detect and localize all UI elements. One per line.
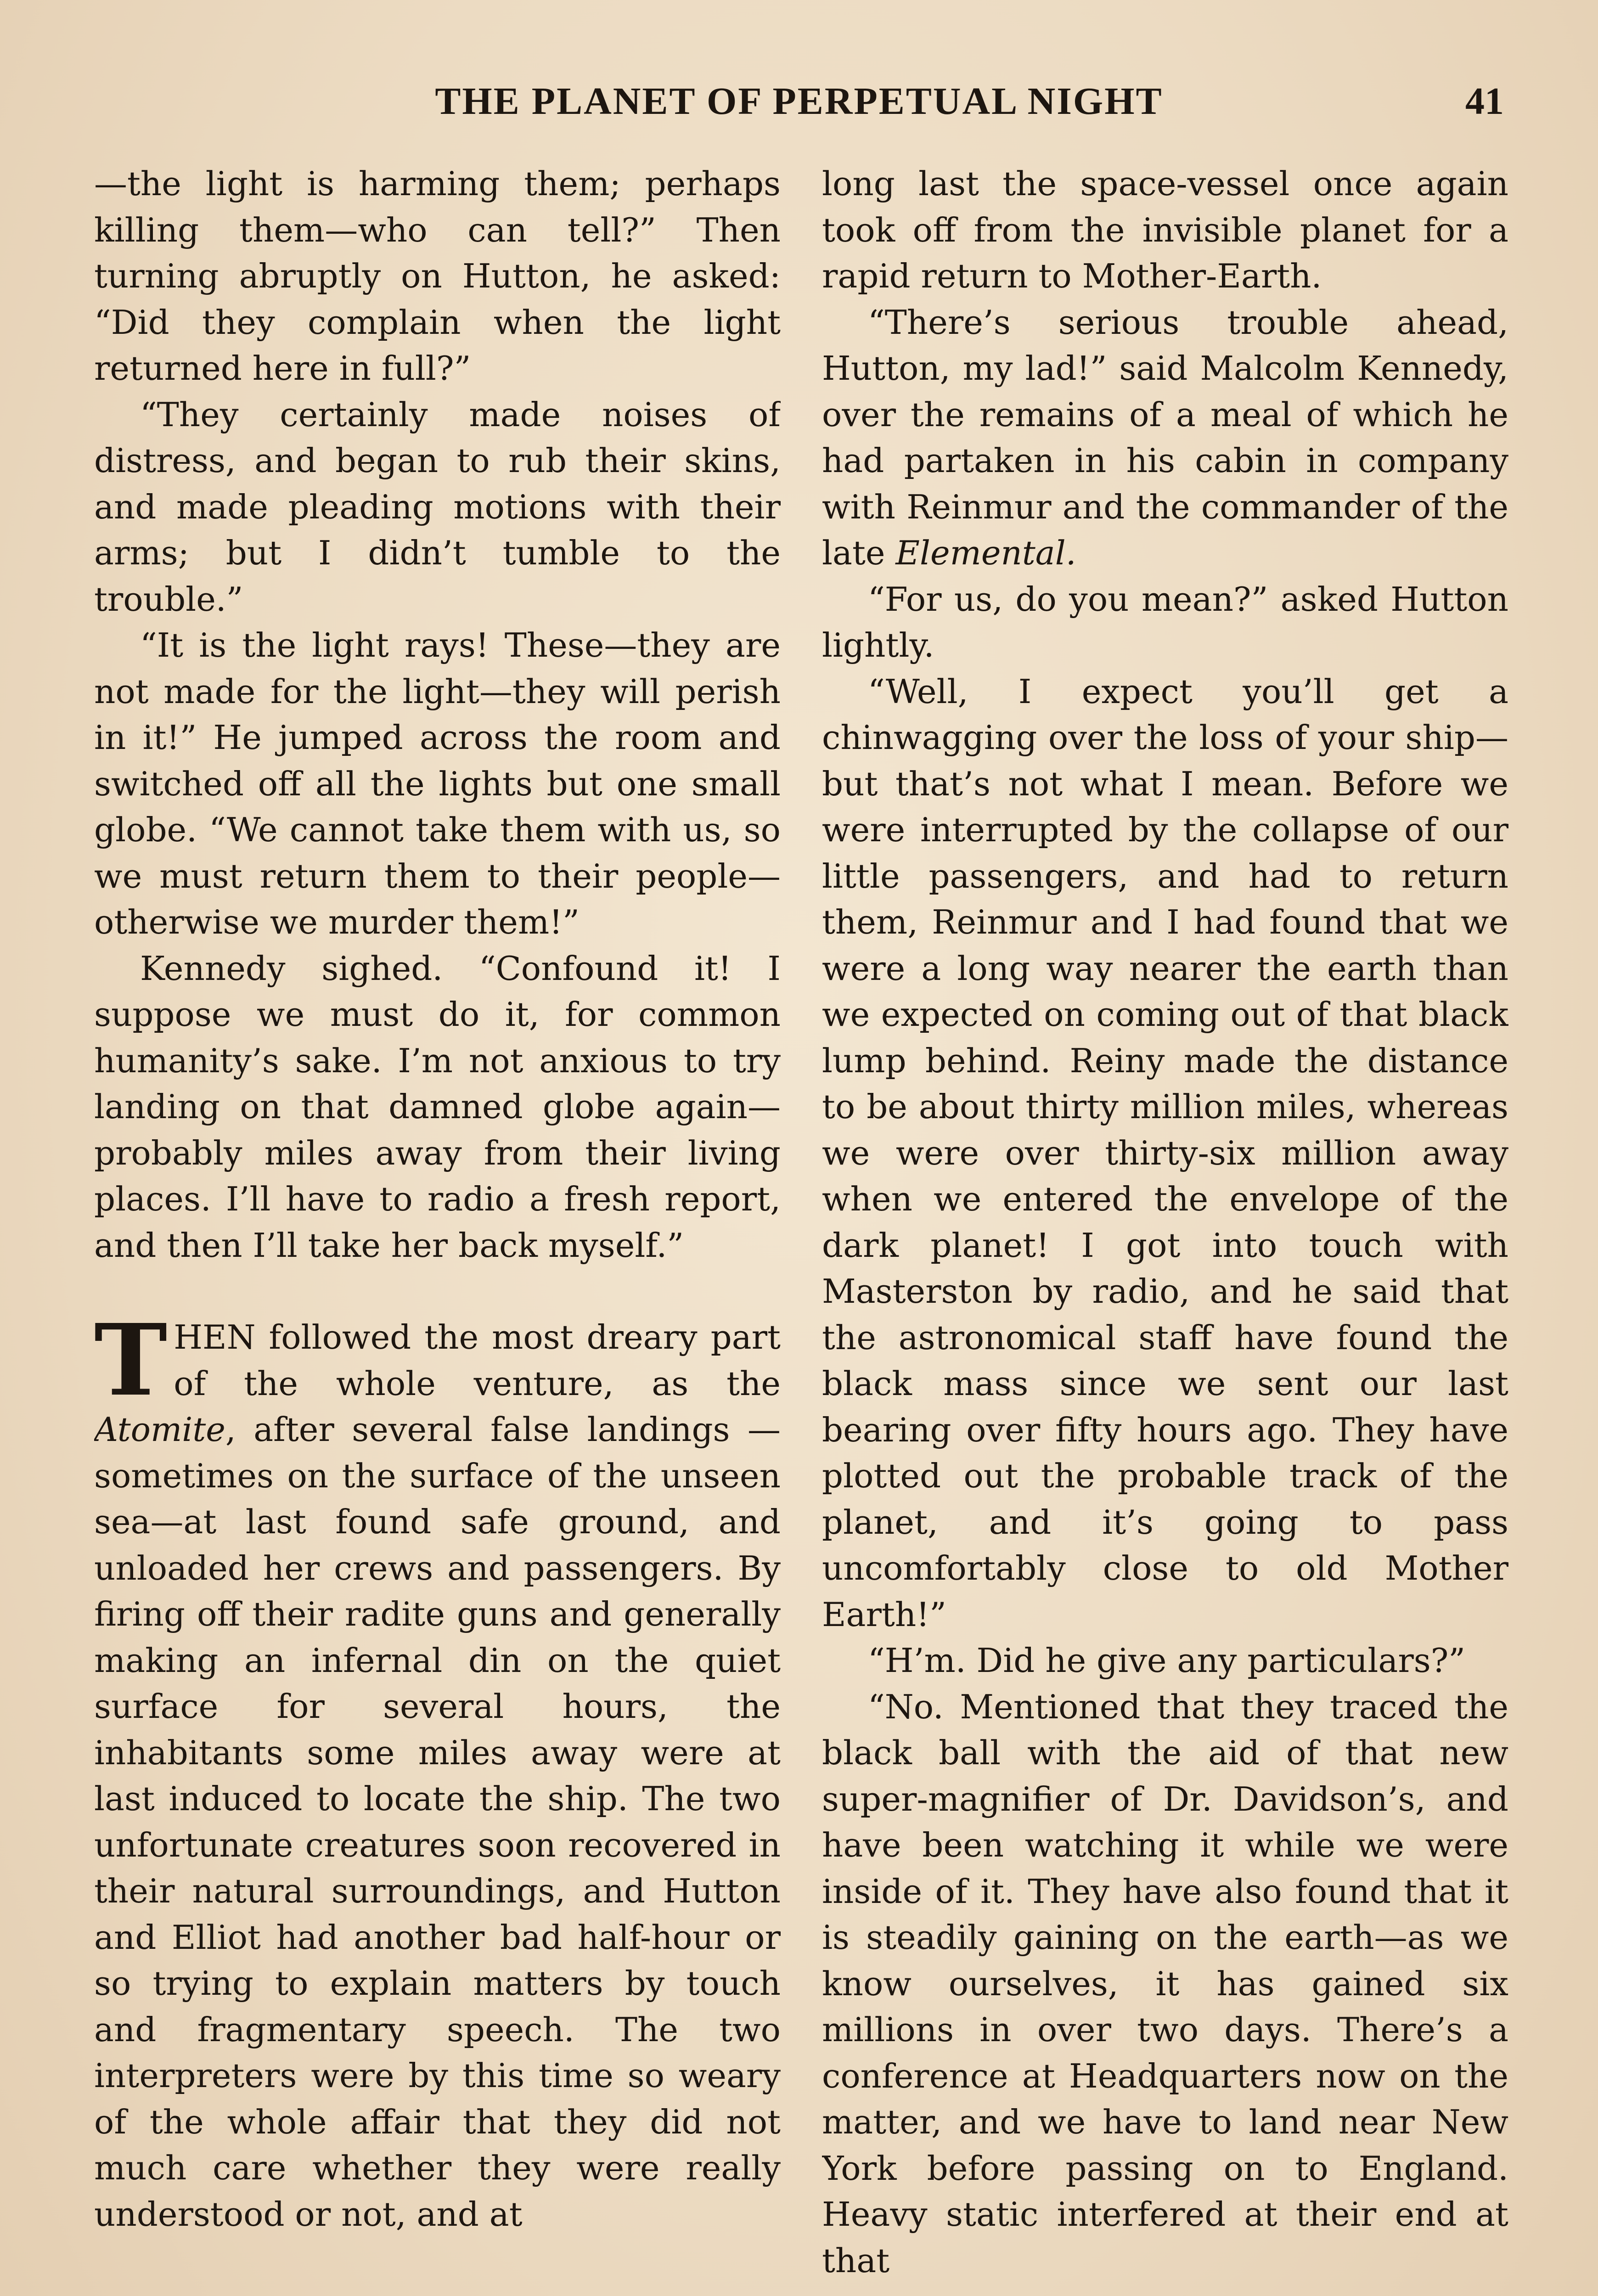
paragraph-text: HEN followed the most dreary part of the whole venture, as the xyxy=(174,1318,781,1403)
page-number: 41 xyxy=(1465,80,1504,123)
ship-name: Elemental. xyxy=(895,534,1076,572)
paragraph: “It is the light rays! These—they are not made for the light—they will perish in it!” He jumped across the room and switched off all the lights but one small globe. “We cannot take them with us, so we must return them to their people—otherwise we murder them!” xyxy=(94,626,781,941)
paragraph: —the light is harming them; perhaps killing them—who can tell?” Then turning abruptly on Hutton, he asked: “Did they complain when the light returned here in full?” xyxy=(94,164,781,388)
drop-cap: T xyxy=(94,1303,168,1418)
paragraph: “They certainly made noises of distress, and began to rub their skins, and made pleading motions with their arms; but I didn’t tumble to the trouble.” xyxy=(94,395,781,619)
ship-name: Atomite xyxy=(94,1410,225,1449)
right-column xyxy=(822,161,1508,2296)
left-column xyxy=(94,161,781,2296)
paragraph-text: “There’s serious trouble ahead, Hutton, my lad!” said Malcolm Kennedy, over the remains of a meal of which he had partaken in his cabin in company with Reinmur and the commander of the late xyxy=(822,303,1508,572)
paragraph: “For us, do you mean?” asked Hutton lightly. xyxy=(822,580,1508,664)
paragraph: Kennedy sighed. “Confound it! I suppose we must do it, for common humanity’s sake. I’m not anxious to try landing on that damned globe again—probably miles away from their living places. I’ll have to radio a fresh report, and then I’ll take her back myself.” xyxy=(94,949,781,1265)
paragraph-text: , after several false landings —sometimes on the surface of the unseen sea—at last found safe ground, and unloaded her crews and passengers. By firing off their radite guns and generally making an infernal din on the quiet surface for several hours, the inhabitants some miles away were at last induced to locate the ship. The two unfortunate creatures soon recovered in their natural surroundings, and Hutton and Elliot had another bad half-hour or so trying to explain matters by touch and fragmentary speech. The two interpreters were by this time so weary of the whole affair that they did not much care whether they were really understood or not, and at xyxy=(94,1410,781,2234)
paragraph-with-drop-cap xyxy=(94,1303,781,2237)
paragraph xyxy=(822,299,1508,576)
running-title: THE PLANET OF PERPETUAL NIGHT xyxy=(435,80,1163,123)
paragraph: long last the space-vessel once again took off from the invisible planet for a rapid return to Mother-Earth. xyxy=(822,164,1508,295)
page-header xyxy=(94,79,1504,129)
paragraph: “H’m. Did he give any particulars?” xyxy=(868,1641,1466,1680)
section-break xyxy=(94,1268,781,1314)
paragraph: “No. Mentioned that they traced the black ball with the aid of that new super-magnifier of Dr. Davidson’s, and have been watching it while we were inside of it. They have also found that it is steadily gaining on the earth—as we know ourselves, it has gained six millions in over two days. There’s a conference at Headquarters now on the matter, and we have to land near New York before passing on to England. Heavy static interfered at their end at that xyxy=(822,1687,1508,2280)
paragraph: “Well, I expect you’ll get a chinwagging over the loss of your ship—but that’s not what I mean. Before we were interrupted by the collapse of our little passengers, and had to return them, Reinmur and I had found that we were a long way nearer the earth than we expected on coming out of that black lump behind. Reiny made the distance to be about thirty million miles, whereas we were over thirty-six million away when we entered the envelope of the dark planet! I got into touch with Masterston by radio, and he said that the astronomical staff have found the black mass since we sent our last bearing over fifty hours ago. They have plotted out the probable track of the planet, and it’s going to pass uncomfortably close to old Mother Earth!” xyxy=(822,672,1508,1634)
